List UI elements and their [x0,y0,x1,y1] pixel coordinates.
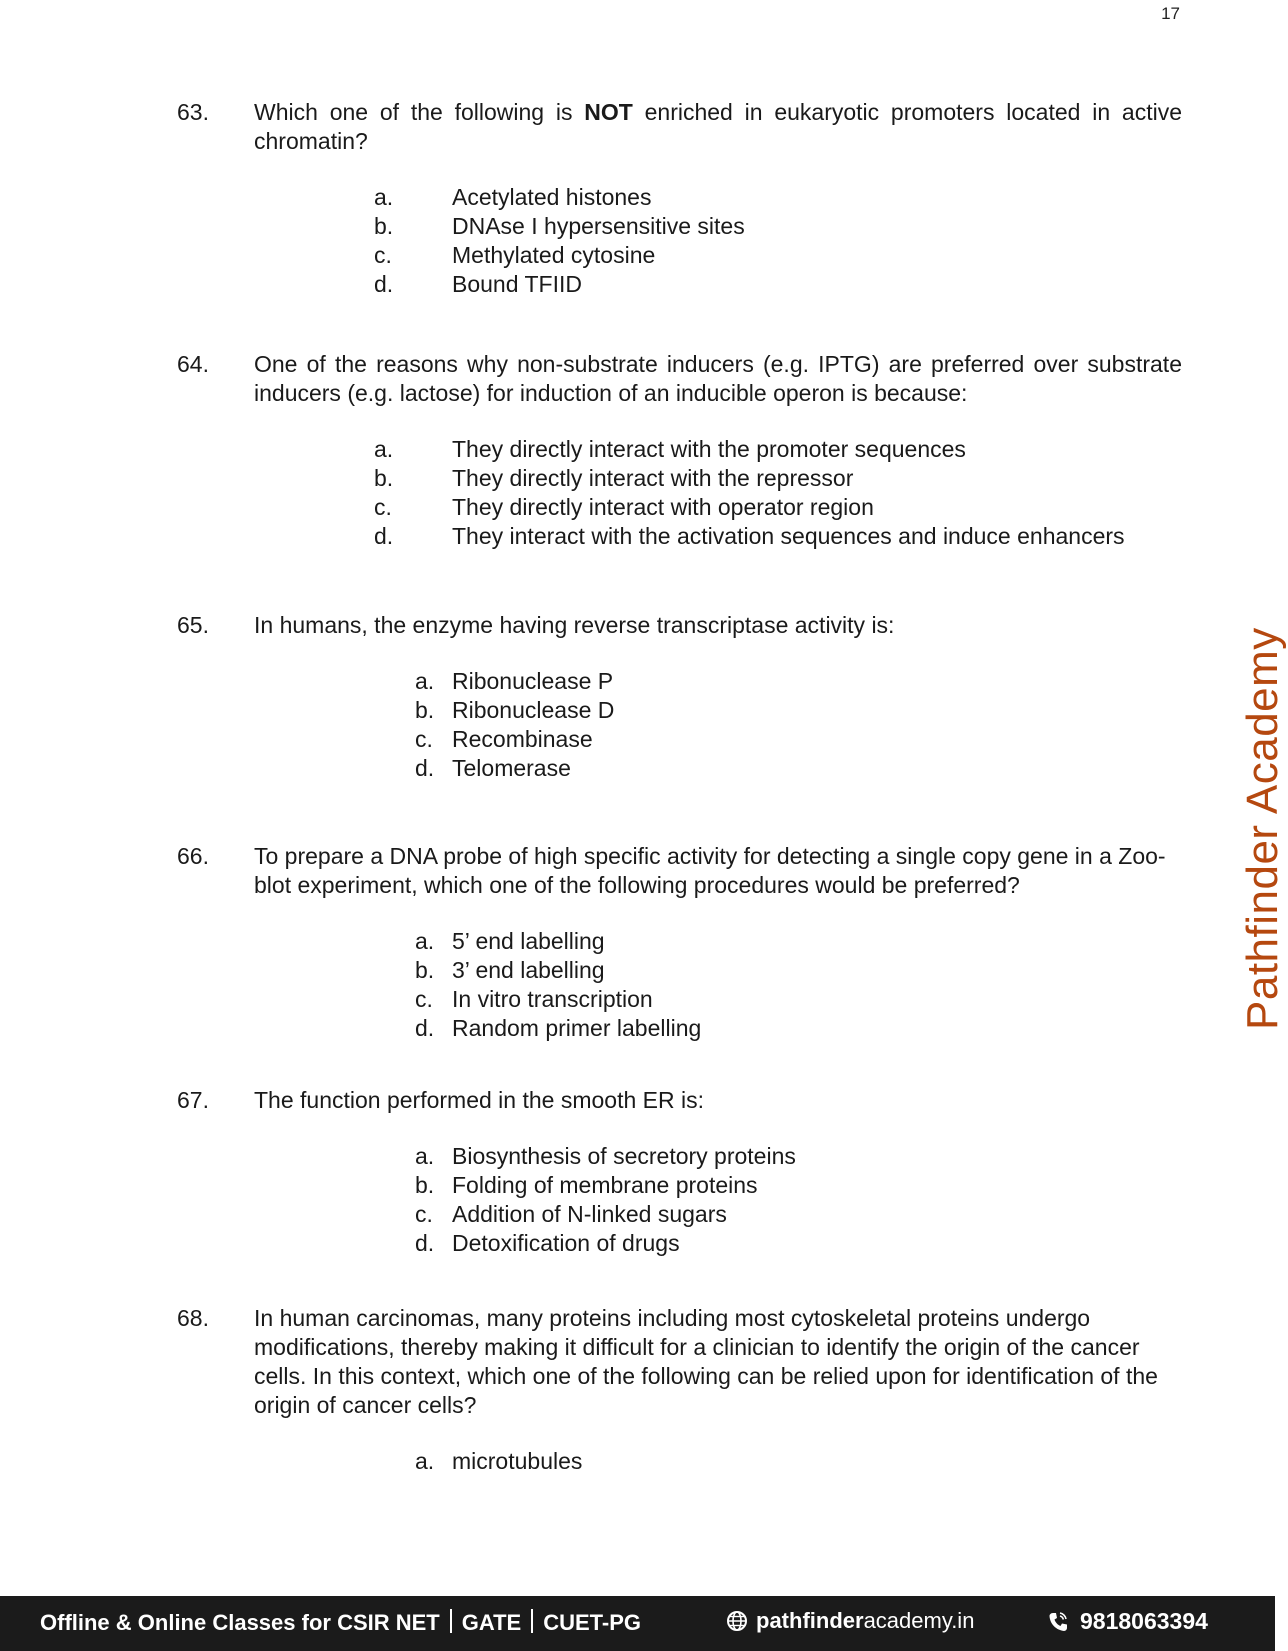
option [254,183,1182,212]
option [254,522,1182,551]
option [254,1171,1182,1200]
option-label: a. [415,1143,435,1169]
option-text: Telomerase [452,755,571,781]
option [254,696,1182,725]
option-text: They interact with the activation sequences and induce enhancers [452,523,1125,549]
footer-phone[interactable] [1048,1608,1208,1639]
website-domain-bold: pathfinder [756,1608,864,1633]
option [254,1142,1182,1171]
question-text [254,98,1182,156]
option-list [254,667,1182,783]
question-64 [177,350,1182,551]
option-text: Biosynthesis of secretory proteins [452,1143,796,1169]
option [254,1229,1182,1258]
footer-divider [531,1609,533,1633]
footer-classes-label: Offline & Online Classes for CSIR NET [40,1610,440,1635]
option-text: Addition of N-linked sugars [452,1201,727,1227]
question-number: 64. [177,351,209,377]
option-label: c. [374,494,392,520]
question-text-emphasis: NOT [584,99,633,125]
option-label: d. [415,755,435,781]
option-text: DNAse I hypersensitive sites [452,213,745,239]
option-label: c. [415,1201,433,1227]
option-text: Acetylated histones [452,184,652,210]
question-68 [177,1304,1182,1476]
option-text: microtubules [452,1448,583,1474]
option-list [254,435,1182,551]
option-label: d. [374,271,394,297]
option-label: b. [415,957,435,983]
option-label: a. [374,184,394,210]
footer-gate-label: GATE [461,1610,522,1635]
option [254,927,1182,956]
option [254,956,1182,985]
option [254,270,1182,299]
option [254,725,1182,754]
question-text: In human carcinomas, many proteins including most cytoskeletal proteins undergo modifications, thereby making it difficult for a clinician to identify the origin of the cancer cells. In this context, which one of the following can be relied upon for identification of the origin of cancer cells? [254,1305,1158,1418]
question-number: 68. [177,1305,209,1331]
option-text: Ribonuclease P [452,668,614,694]
option [254,1447,1182,1476]
question-text-part: Which one of the following is [254,99,585,125]
globe-icon [726,1610,748,1638]
option-text: Random primer labelling [452,1015,702,1041]
footer-classes [40,1609,641,1636]
option-text: Methylated cytosine [452,242,656,268]
question-text: To prepare a DNA probe of high specific activity for detecting a single copy gene in a Zoo-blot experiment, which one of the following procedures would be preferred? [254,843,1166,898]
footer-website[interactable] [726,1608,974,1638]
option-text: They directly interact with operator region [452,494,874,520]
option [254,667,1182,696]
question-text: One of the reasons why non-substrate inducers (e.g. IPTG) are preferred over substrate inducers (e.g. lactose) for induction of an inducible operon is because: [254,351,1182,406]
option-text: Detoxification of drugs [452,1230,680,1256]
question-67 [177,1086,1182,1258]
option-text: Bound TFIID [452,271,582,297]
option [254,212,1182,241]
option-label: a. [415,668,435,694]
question-text: The function performed in the smooth ER is: [254,1087,704,1113]
option [254,435,1182,464]
footer-bar [0,1596,1275,1651]
option-text: Ribonuclease D [452,697,615,723]
phone-number: 9818063394 [1080,1608,1208,1634]
option-text: They directly interact with the promoter sequences [452,436,966,462]
question-number: 67. [177,1087,209,1113]
option-label: b. [415,1172,435,1198]
option-label: a. [415,1448,435,1474]
question-65 [177,611,1182,783]
option-label: c. [415,726,433,752]
option-label: a. [415,928,435,954]
option-label: c. [415,986,433,1012]
option-list [254,927,1182,1043]
question-number: 65. [177,612,209,638]
option [254,464,1182,493]
option [254,493,1182,522]
option-label: c. [374,242,392,268]
page-number: 17 [1161,4,1180,23]
question-number: 66. [177,843,209,869]
option-text: They directly interact with the repressor [452,465,854,491]
option-text: 3’ end labelling [452,957,605,983]
footer-cuet-label: CUET-PG [543,1610,642,1635]
option-label: d. [415,1230,435,1256]
option [254,241,1182,270]
option-text: 5’ end labelling [452,928,605,954]
question-66 [177,842,1182,1043]
option [254,1200,1182,1229]
watermark: Pathfinder Academy [1238,627,1287,1030]
question-number: 63. [177,99,209,125]
option-label: a. [374,436,394,462]
question-text-part: enriched in eukaryotic promoters located in active chromatin? [254,99,1182,154]
option-text: Recombinase [452,726,593,752]
footer-divider [450,1609,452,1633]
option [254,754,1182,783]
phone-icon [1048,1611,1068,1639]
option-list [254,1142,1182,1258]
option-label: d. [374,523,394,549]
option-text: In vitro transcription [452,986,653,1012]
question-text: In humans, the enzyme having reverse transcriptase activity is: [254,612,895,638]
option-list [254,183,1182,299]
option [254,1014,1182,1043]
option-label: b. [374,465,394,491]
question-63 [177,98,1182,299]
option-text: Folding of membrane proteins [452,1172,758,1198]
option-list [254,1447,1182,1476]
option-label: b. [415,697,435,723]
option-label: d. [415,1015,435,1041]
option [254,985,1182,1014]
website-domain-light: academy.in [863,1608,975,1633]
option-label: b. [374,213,394,239]
